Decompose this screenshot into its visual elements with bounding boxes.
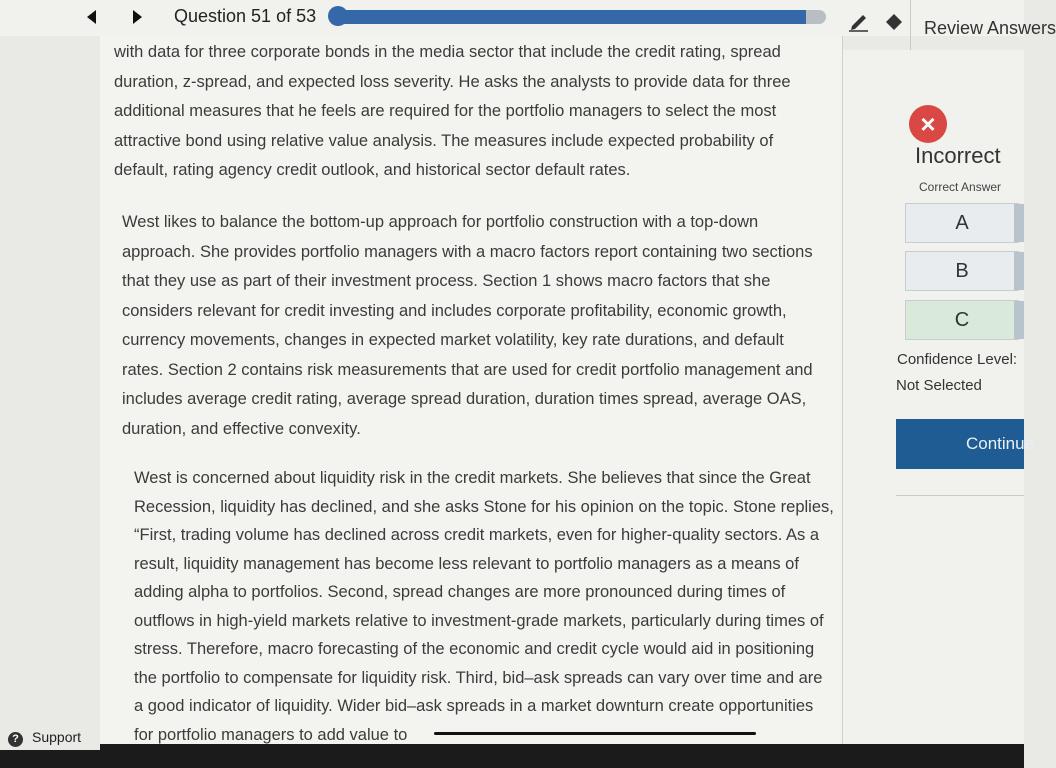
progress-bar-fill	[333, 10, 806, 24]
progress-bar	[333, 10, 826, 24]
text-underline-mark	[434, 732, 756, 735]
support-label: Support	[32, 729, 82, 745]
triangle-right-icon	[124, 6, 150, 28]
highlight-tool-button[interactable]	[846, 10, 872, 32]
correct-answer-label: Correct Answer	[919, 180, 1002, 194]
option-edge	[1014, 204, 1024, 242]
answer-option-b[interactable]	[905, 251, 1019, 291]
answer-panel	[843, 50, 1035, 744]
passage-paragraph: West is concerned about liquidity risk in the credit markets. She believes that since the Great Recession, liquidity has declined, and she asks Stone for his opinion on the topic. Stone replies, “First, trading volume has declined across credit markets, even for higher-quality sectors. As a result, liquidity management has become less relevant to portfolio managers as a means of adding alpha to portfolios. Second, spread changes are more pronounced during times of outflows in high-yield markets relative to investment-grade markets, particularly during times of stress. Therefore, macro forecasting of the economic and credit cycle would aid in positioning the portfolio to compensate for liquidity risk. Third, bid–ask spreads can vary over time and are a good indicator of liquidity. Wider bid–ask spreads in a market downturn create opportunities for portfolio managers to add value to	[134, 469, 834, 744]
option-edge	[1014, 301, 1024, 339]
incorrect-icon: ×	[909, 105, 947, 143]
option-letter: C	[954, 309, 970, 331]
passage-paragraph: West likes to balance the bottom-up approach for portfolio construction with a top-down approach. She provides portfolio managers with a macro factors report containing two sections that they use as part of their investment process. Section 1 shows macro factors that she considers relevant for credit investing and includes corporate profitability, economic growth, currency movements, changes in expected market volatility, key rate durations, and default rates. Section 2 contains risk measurements that are used for credit portfolio management and includes average credit rating, average spread duration, duration times spread, average OAS, duration, and effective convexity.	[122, 213, 813, 438]
footer-bar	[0, 744, 1024, 768]
eraser-icon	[882, 10, 908, 32]
answer-option-a[interactable]	[905, 203, 1019, 243]
previous-question-button[interactable]	[80, 6, 106, 28]
confidence-level-value: Not Selected	[896, 377, 982, 394]
option-edge	[1014, 252, 1024, 290]
triangle-left-icon	[80, 6, 106, 28]
option-letter: B	[955, 260, 969, 282]
progress-start-marker	[328, 6, 348, 26]
support-button[interactable]	[0, 724, 100, 750]
result-label: Incorrect	[915, 143, 1001, 168]
passage-paragraph: with data for three corporate bonds in the media sector that include the credit rating, spread duration, z-spread, and expected loss severity. He asks the analysts to provide data for three additional measures that he feels are required for the portfolio managers to select the most attractive bond using relative value analysis. The measures include expected probability of default, rating agency credit outlook, and historical sector default rates.	[114, 43, 791, 179]
continue-button[interactable]: Continue	[896, 419, 1024, 469]
question-passage	[100, 36, 843, 744]
eraser-tool-button[interactable]	[882, 10, 908, 32]
help-icon: ?	[8, 732, 23, 747]
next-question-button[interactable]	[124, 6, 150, 28]
top-toolbar	[0, 0, 1056, 38]
question-counter: Question 51 of 53	[174, 6, 317, 26]
answer-option-c[interactable]	[905, 300, 1019, 340]
confidence-level-label: Confidence Level:	[897, 351, 1018, 368]
option-letter: A	[955, 212, 969, 234]
review-answers-button[interactable]: Review Answers	[910, 0, 1024, 50]
result-indicator	[909, 105, 1024, 169]
divider	[896, 495, 1024, 496]
pencil-icon	[846, 10, 872, 32]
